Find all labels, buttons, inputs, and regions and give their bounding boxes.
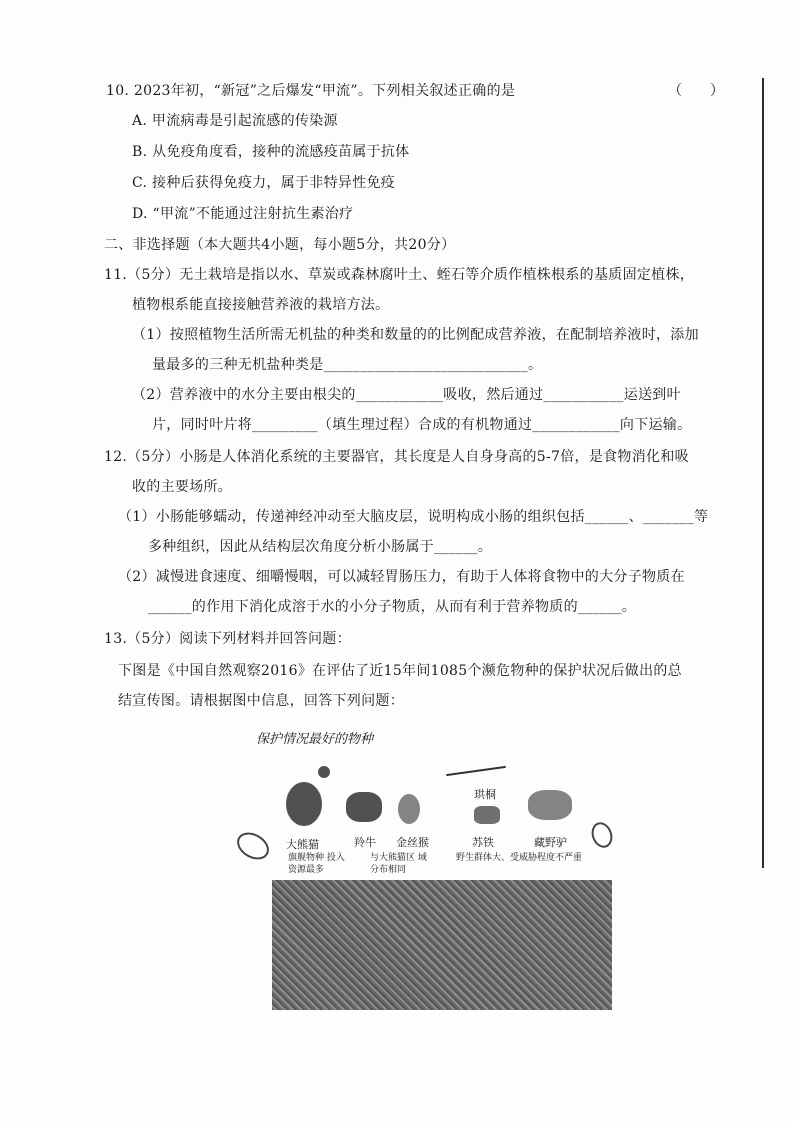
species-label-cycas: 苏铁	[472, 836, 494, 849]
q11-line-3: （1）按照植物生活所需无机盐的种类和数量的的比例配成营养液，在配制培养液时，添加	[132, 327, 699, 343]
cycas-illustration	[474, 806, 500, 824]
q10-option-b: B. 从免疫角度看，接种的流感疫苗属于抗体	[132, 144, 410, 160]
species-label-golden-monkey: 金丝猴	[396, 836, 429, 849]
q10-answer-paren: （ ）	[668, 83, 724, 99]
takin-illustration	[346, 792, 382, 822]
species-figure	[236, 722, 616, 1022]
q11-line-2: 植物根系能直接接触营养液的栽培方法。	[132, 297, 390, 313]
margin-rule	[762, 78, 764, 868]
species-label-panda: 大熊猫	[286, 838, 319, 851]
leaf-ornament-right	[588, 819, 616, 850]
note-same-range: 与大熊猫区 域分布相同	[370, 853, 427, 875]
q12-line-1: 12.（5分）小肠是人体消化系统的主要器官，其长度是人自身身高的5-7倍，是食物消化和吸	[104, 449, 689, 465]
panda-illustration	[286, 782, 322, 826]
q10-option-c: C. 接种后获得免疫力，属于非特异性免疫	[132, 175, 396, 191]
q12-line-3: （1）小肠能够蠕动，传递神经冲动至大脑皮层，说明构成小肠的组织包括______、_______等	[118, 509, 709, 525]
q12-line-4: 多种组织，因此从结构层次角度分析小肠属于______。	[148, 539, 493, 555]
q12-line-2: 收的主要场所。	[132, 479, 233, 495]
q13-line-2: 下图是《中国自然观察2016》在评估了近15年间1085个濒危物种的保护状况后做出的总	[118, 663, 682, 679]
decorative-banner	[272, 880, 612, 1010]
q10-stem: 10. 2023年初，“新冠”之后爆发“甲流”。下列相关叙述正确的是	[106, 83, 516, 99]
q10-option-a: A. 甲流病毒是引起流感的传染源	[132, 113, 338, 129]
q11-line-4: 量最多的三种无机盐种类是____________________________。	[152, 357, 543, 373]
golden-monkey-illustration	[398, 794, 420, 824]
section-heading: 二、非选择题（本大题共4小题，每小题5分，共20分）	[104, 237, 456, 253]
panda-head-illustration	[318, 766, 330, 778]
q13-line-1: 13.（5分）阅读下列材料并回答问题：	[104, 631, 351, 647]
q12-line-5: （2）减慢进食速度、细嚼慢咽，可以减轻胃肠压力，有助于人体将食物中的大分子物质在	[118, 569, 685, 585]
q11-line-5: （2）营养液中的水分主要由根尖的____________吸收，然后通过___________运送到叶	[132, 387, 681, 403]
leaf-ornament	[232, 827, 273, 865]
kiang-illustration	[528, 790, 572, 820]
q13-line-3: 结宣传图。请根据图中信息，回答下列问题：	[118, 693, 404, 709]
species-label-dove-tree: 珙桐	[474, 788, 496, 801]
dove-tree-branch	[446, 766, 506, 776]
q11-line-6: 片，同时叶片将_________（填生理过程）合成的有机物通过____________向下运输。	[152, 417, 692, 433]
q10-option-d: D. “甲流”不能通过注射抗生素治疗	[132, 206, 354, 222]
figure-title: 保护情况最好的物种	[256, 732, 374, 747]
species-label-takin: 羚牛	[354, 836, 376, 849]
note-flagship: 旗舰物种 投入资源最多	[288, 853, 345, 875]
q12-line-6: ______的作用下消化成溶于水的小分子物质，从而有利于营养物质的______。	[148, 599, 636, 615]
species-label-kiang: 藏野驴	[534, 836, 567, 849]
q11-line-1: 11.（5分）无土栽培是指以水、草炭或森林腐叶土、蛭石等介质作植株根系的基质固定植株，	[104, 267, 695, 283]
note-large-population: 野生群体大、受威胁程度不严重	[456, 853, 583, 863]
